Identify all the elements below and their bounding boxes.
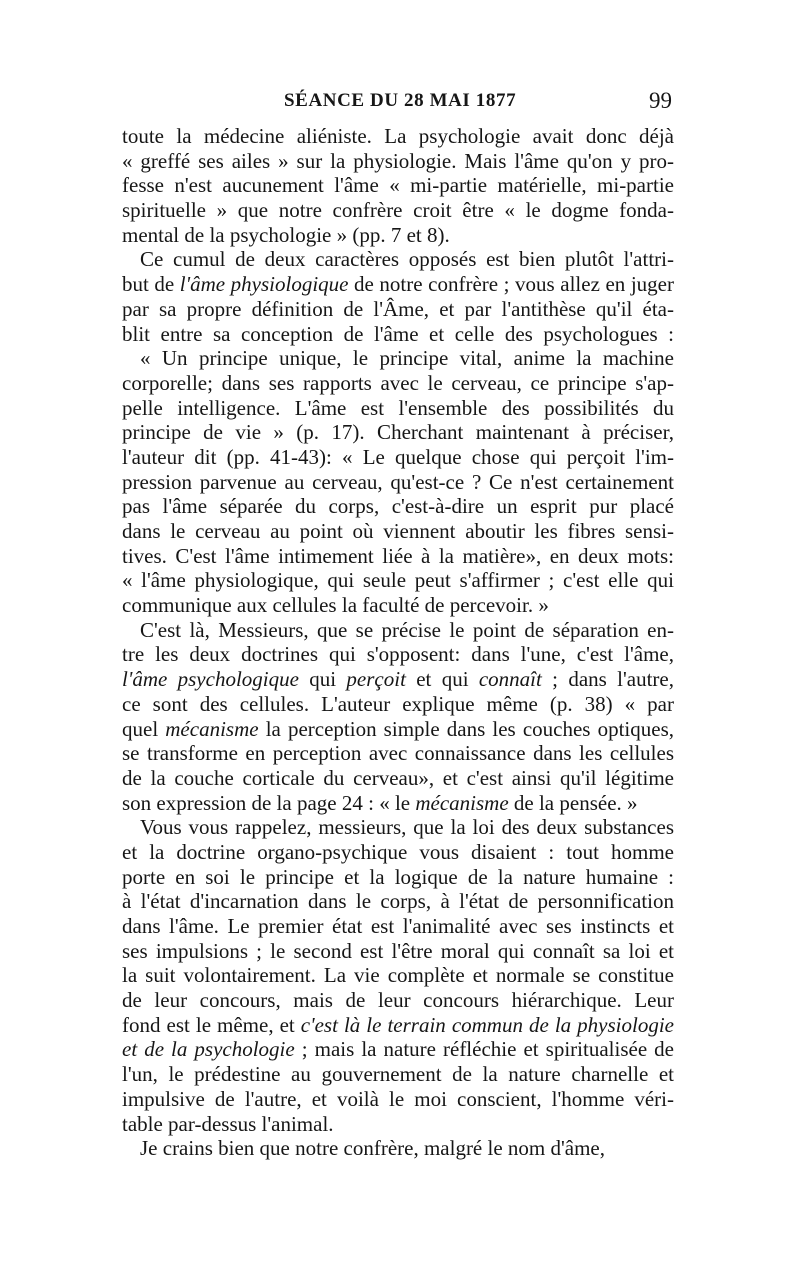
text-run: « Un principe unique, le principe vital, anime la machine bbox=[140, 346, 674, 371]
text-line bbox=[122, 1112, 674, 1137]
text-line bbox=[122, 297, 674, 322]
text-run: la suit volontairement. La vie complète et normale se constitue bbox=[122, 963, 674, 988]
body-text bbox=[122, 124, 674, 1161]
text-line bbox=[122, 692, 674, 717]
text-line bbox=[122, 593, 674, 618]
text-run: et la doctrine organo-psychique vous disaient : tout homme bbox=[122, 839, 674, 864]
text-line bbox=[122, 445, 674, 470]
text-run: impulsive de l'autre, et voilà le moi conscient, l'homme véri- bbox=[122, 1086, 674, 1111]
text-line bbox=[122, 420, 674, 445]
text-run: « l'âme physiologique, qui seule peut s'affirmer ; c'est elle qui bbox=[122, 568, 674, 593]
text-line bbox=[122, 1037, 674, 1062]
text-line bbox=[122, 470, 674, 495]
text-run: communique aux cellules la faculté de percevoir. » bbox=[122, 593, 549, 618]
text-run: corporelle; dans ses rapports avec le cerveau, ce principe s'ap- bbox=[122, 370, 674, 395]
text-run: ; dans l'autre, bbox=[541, 667, 674, 692]
italic-text: l'âme physiologique bbox=[179, 272, 349, 297]
text-run: et qui bbox=[405, 667, 479, 692]
text-line bbox=[122, 939, 674, 964]
italic-text: mécanisme bbox=[165, 716, 259, 741]
text-run: porte en soi le principe et la logique de la nature humaine : bbox=[122, 864, 674, 889]
text-run: Vous vous rappelez, messieurs, que la loi des deux substances bbox=[140, 815, 674, 840]
text-line bbox=[122, 519, 674, 544]
italic-text: et de la psychologie bbox=[122, 1037, 295, 1062]
text-run: l'un, le prédestine au gouvernement de la nature charnelle et bbox=[122, 1062, 674, 1087]
text-line bbox=[122, 766, 674, 791]
text-run: mental de la psychologie » (pp. 7 et 8). bbox=[122, 222, 450, 247]
text-run: son expression de la page 24 : « le bbox=[122, 790, 416, 815]
running-header bbox=[122, 90, 674, 120]
text-run: tives. C'est l'âme intimement liée à la matière», en deux mots: bbox=[122, 543, 674, 568]
text-line bbox=[122, 198, 674, 223]
text-run: se transforme en perception avec connaissance dans les cellules bbox=[122, 741, 674, 766]
text-run: de la couche corticale du cerveau», et c'est ainsi qu'il légitime bbox=[122, 765, 674, 790]
text-run: la perception simple dans les couches optiques, bbox=[258, 716, 674, 741]
text-line bbox=[122, 494, 674, 519]
text-run: tre les deux doctrines qui s'opposent: dans l'une, c'est l'âme, bbox=[122, 642, 674, 667]
text-run: à l'état d'incarnation dans le corps, à l'état de personnification bbox=[122, 889, 674, 914]
italic-text: l'âme psychologique bbox=[122, 667, 299, 692]
text-run: fond est le même, et bbox=[122, 1012, 301, 1037]
text-line bbox=[122, 840, 674, 865]
text-line bbox=[122, 568, 674, 593]
text-line bbox=[122, 396, 674, 421]
text-line bbox=[122, 717, 674, 742]
text-run: fesse n'est aucunement l'âme « mi-partie matérielle, mi-partie bbox=[122, 173, 674, 198]
text-run: de notre confrère ; vous allez en juger bbox=[348, 272, 674, 297]
text-run: pelle intelligence. L'âme est l'ensemble des possibilités du bbox=[122, 395, 674, 420]
text-run: toute la médecine aliéniste. La psychologie avait donc déjà bbox=[122, 124, 674, 148]
text-line bbox=[122, 322, 674, 347]
text-run: l'auteur dit (pp. 41-43): « Le quelque chose qui perçoit l'im- bbox=[122, 444, 674, 469]
italic-text: mécanisme bbox=[415, 790, 509, 815]
text-run: but de bbox=[122, 272, 180, 297]
italic-text: c'est là le terrain commun de la physiologie bbox=[300, 1012, 674, 1037]
text-run: C'est là, Messieurs, que se précise le point de séparation en- bbox=[140, 617, 674, 642]
text-run: table par-dessus l'animal. bbox=[122, 1111, 334, 1136]
text-line bbox=[122, 865, 674, 890]
text-run: de leur concours, mais de leur concours hiérarchique. Leur bbox=[122, 988, 674, 1013]
text-run: ses impulsions ; le second est l'être moral qui connaît sa loi et bbox=[122, 938, 674, 963]
text-line bbox=[122, 1013, 674, 1038]
text-run: quel bbox=[122, 716, 166, 741]
text-line bbox=[122, 346, 674, 371]
text-line bbox=[122, 124, 674, 149]
text-line bbox=[122, 741, 674, 766]
text-run: blit entre sa conception de l'âme et celle des psychologues : bbox=[122, 321, 674, 346]
text-line bbox=[122, 544, 674, 569]
text-line bbox=[122, 1062, 674, 1087]
text-run: Ce cumul de deux caractères opposés est bien plutôt l'attri- bbox=[140, 247, 674, 272]
text-line bbox=[122, 618, 674, 643]
text-line bbox=[122, 173, 674, 198]
text-run: qui bbox=[298, 667, 347, 692]
text-run: « greffé ses ailes » sur la physiologie. Mais l'âme qu'on y pro- bbox=[122, 148, 674, 173]
text-line bbox=[122, 889, 674, 914]
text-run: par sa propre définition de l'Âme, et par l'antithèse qu'il éta- bbox=[122, 296, 674, 321]
text-run: pression parvenue au cerveau, qu'est-ce ? Ce n'est certainement bbox=[122, 469, 674, 494]
text-line bbox=[122, 272, 674, 297]
text-run: principe de vie » (p. 17). Cherchant maintenant à préciser, bbox=[122, 420, 674, 445]
page-number: 99 bbox=[649, 88, 672, 113]
text-run: Je crains bien que notre confrère, malgré le nom d'âme, bbox=[140, 1136, 606, 1161]
text-line bbox=[122, 914, 674, 939]
text-line bbox=[122, 247, 674, 272]
text-line bbox=[122, 963, 674, 988]
text-line bbox=[122, 1087, 674, 1112]
text-line bbox=[122, 1136, 674, 1161]
text-line bbox=[122, 149, 674, 174]
text-run: dans le cerveau au point où viennent aboutir les fibres sensi- bbox=[122, 519, 674, 543]
text-run: ; mais la nature réfléchie et spiritualisée de bbox=[294, 1037, 674, 1062]
text-run: ce sont des cellules. L'auteur explique même (p. 38) « par bbox=[122, 691, 674, 716]
text-run: pas l'âme séparée du corps, c'est-à-dire un esprit pur placé bbox=[122, 494, 674, 519]
running-title: SÉANCE DU 28 MAI 1877 bbox=[284, 90, 517, 111]
italic-text: connaît bbox=[478, 667, 542, 692]
text-line bbox=[122, 815, 674, 840]
text-line bbox=[122, 667, 674, 692]
text-line bbox=[122, 223, 674, 248]
italic-text: perçoit bbox=[346, 667, 406, 692]
text-run: spirituelle » que notre confrère croit être « le dogme fonda- bbox=[122, 198, 674, 223]
text-run: dans l'âme. Le premier état est l'animalité avec ses instincts et bbox=[122, 914, 674, 938]
text-line bbox=[122, 791, 674, 816]
text-line bbox=[122, 371, 674, 396]
text-line bbox=[122, 642, 674, 667]
text-line bbox=[122, 988, 674, 1013]
text-run: de la pensée. » bbox=[508, 790, 638, 815]
